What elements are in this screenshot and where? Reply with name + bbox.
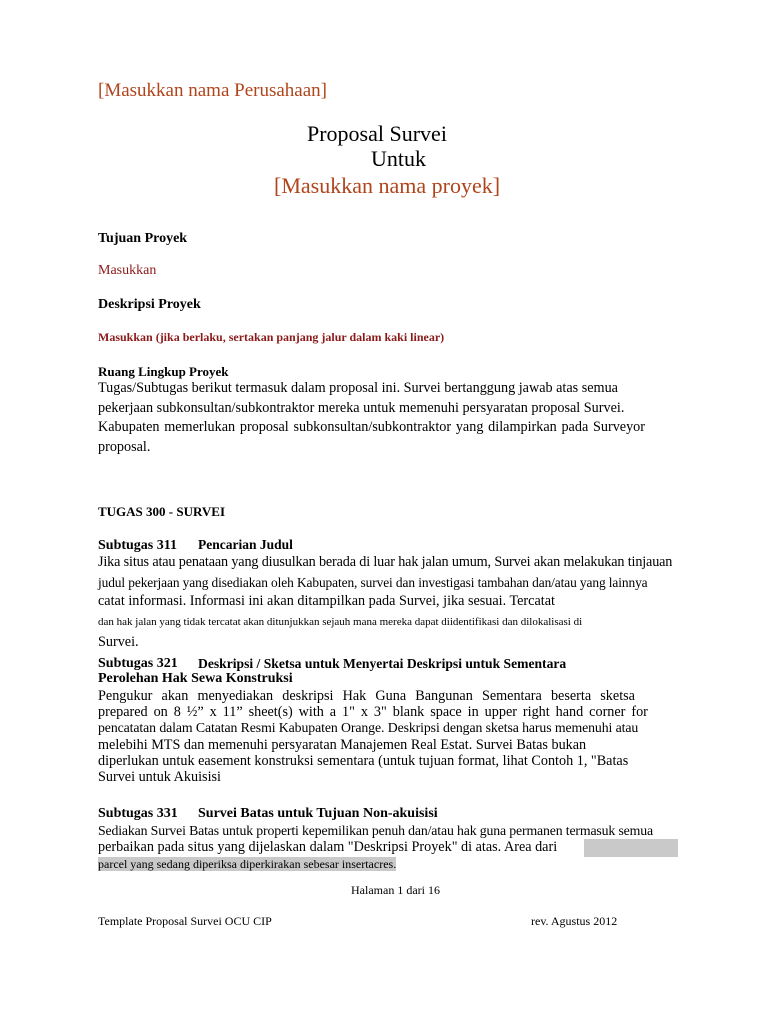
title-line-2: Untuk bbox=[371, 146, 426, 171]
sub321-line-5: diperlukan untuk easement konstruksi sementara (untuk tujuan format, lihat Contoh 1, "Batas bbox=[98, 752, 629, 769]
deskripsi-heading: Deskripsi Proyek bbox=[98, 297, 201, 312]
sub321-line-2: prepared on 8 ½” x 11” sheet(s) with a 1" x 3" blank space in upper right hand corner for bbox=[98, 704, 648, 721]
ruang-heading: Ruang Lingkup Proyek bbox=[98, 364, 229, 379]
company-placeholder: [Masukkan nama Perusahaan] bbox=[98, 80, 327, 101]
project-name-placeholder: [Masukkan nama proyek] bbox=[274, 173, 501, 198]
sub311-line-3: catat informasi. Informasi ini akan ditampilkan pada Survei, jika sesuai. Tercatat bbox=[98, 593, 555, 609]
ruang-line-1: Tugas/Subtugas berikut termasuk dalam proposal ini. Survei bertanggung jawab atas semua bbox=[98, 380, 618, 396]
sub331-highlighted-text: parcel yang sedang diperiksa diperkirakan sebesar insertacres. bbox=[98, 857, 397, 871]
sub321-line-3: pencatatan dalam Catatan Resmi Kabupaten Orange. Deskripsi dengan sketsa harus memenuhi atau bbox=[98, 720, 639, 736]
subtugas-311-paragraph bbox=[98, 553, 676, 652]
subtugas-311-title: Pencarian Judul bbox=[198, 537, 293, 552]
sub331-line-1: Sediakan Survei Batas untuk properti kepemilikan penuh dan/atau hak guna permanen termasuk semua bbox=[98, 823, 653, 838]
subtugas-331-paragraph bbox=[98, 822, 676, 873]
ruang-line-2: pekerjaan subkonsultan/subkontraktor mereka untuk memenuhi persyaratan proposal Survei. bbox=[98, 399, 625, 416]
sub331-line-2: perbaikan pada situs yang dijelaskan dalam "Deskripsi Proyek" di atas. Area dari bbox=[98, 839, 558, 855]
subtugas-331-title: Survei Batas untuk Tujuan Non-akuisisi bbox=[198, 806, 438, 821]
sub311-line-4: dan hak jalan yang tidak tercatat akan ditunjukkan sejauh mana mereka dapat diidentifikasi dan dilokalisasi di bbox=[98, 615, 583, 628]
footer-left: Template Proposal Survei OCU CIP bbox=[98, 914, 272, 928]
ruang-paragraph bbox=[98, 379, 676, 457]
sub331-line-3 bbox=[98, 856, 676, 873]
subtugas-311-number: Subtugas 311 bbox=[98, 538, 177, 553]
subtugas-321-number: Subtugas 321 bbox=[98, 656, 178, 671]
tujuan-value: Masukkan bbox=[98, 263, 157, 278]
subtugas-331-number: Subtugas 331 bbox=[98, 806, 178, 821]
subtugas-321-title-2: Perolehan Hak Sewa Konstruksi bbox=[98, 671, 293, 686]
title-line-1: Proposal Survei bbox=[307, 121, 447, 146]
deskripsi-value: Masukkan (jika berlaku, sertakan panjang jalur dalam kaki linear) bbox=[98, 330, 445, 344]
page-number: Halaman 1 dari 16 bbox=[351, 883, 440, 897]
tugas-300-heading: TUGAS 300 - SURVEI bbox=[98, 504, 226, 519]
sub311-line-2: judul pekerjaan yang disediakan oleh Kabupaten, survei dan investigasi tambahan dan/atau yang lainnya bbox=[98, 574, 648, 590]
ruang-line-4: proposal. bbox=[98, 438, 151, 455]
tujuan-heading: Tujuan Proyek bbox=[98, 231, 188, 246]
sub321-line-1: Pengukur akan menyediakan deskripsi Hak Guna Bangunan Sementara beserta sketsa bbox=[98, 688, 635, 704]
footer-right: rev. Agustus 2012 bbox=[531, 914, 618, 928]
sub311-line-5: Survei. bbox=[98, 633, 139, 650]
sub321-line-4: melebihi MTS dan memenuhi persyaratan Manajemen Real Estat. Survei Batas bukan bbox=[98, 736, 587, 753]
sub321-line-6: Survei untuk Akuisisi bbox=[98, 769, 221, 786]
subtugas-321-title: Deskripsi / Sketsa untuk Menyertai Deskripsi untuk Sementara bbox=[198, 656, 567, 671]
subtugas-321-paragraph bbox=[98, 688, 676, 785]
ruang-line-3: Kabupaten memerlukan proposal subkonsultan/subkontraktor yang dilampirkan pada Surveyor bbox=[98, 419, 646, 435]
sub311-line-1: Jika situs atau penataan yang diusulkan berada di luar hak jalan umum, Survei akan melakukan tinjauan bbox=[98, 554, 673, 570]
